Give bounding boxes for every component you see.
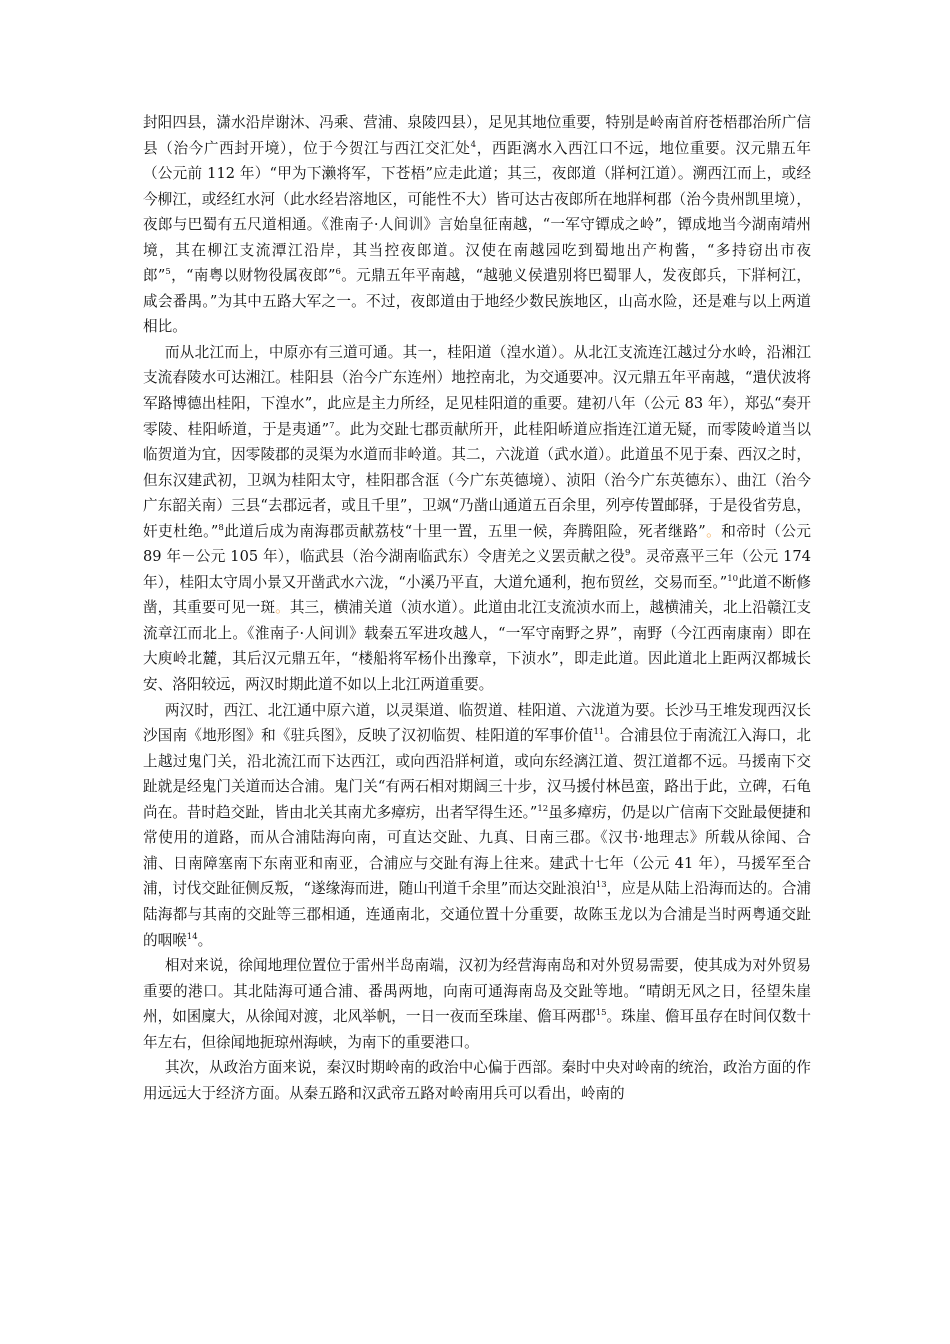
text-run: 虽多瘴疠，仍是以广信南下交趾最便捷和常使用的道路，而从合浦陆海向南，可直达交趾、九真、日南三郡。《汉书·地理志》所载从徐闻、合浦、日南障塞南下东南亚和南亚，合浦应与交趾有海上往来。建武十七年（公元 41 年），马援军至合浦，讨伐交趾征侧反叛，“遂缘海而进，随山刊道千余里”而达交趾浪泊 — [143, 803, 811, 898]
footnote-ref: 11 — [593, 727, 605, 738]
text-run: ，“南粤以财物役属夜郎” — [170, 267, 336, 285]
highlighted-punctuation: 。 — [275, 599, 290, 617]
text-run: 。合浦县位于南流江入海口，北上越过鬼门关，沿北流江而下达西江，或向西沿牂柯道，或向东经漓江道、贺江道都不远。马援南下交趾就是经鬼门关道而达合浦。鬼门关“有两石相对期阔三十步，汉马援付林邑蛮，路出于此，立碑，石龟尚在。昔时趋交趾，皆由北关其南尤多瘴疠，出者罕得生还。” — [143, 727, 811, 821]
footnote-ref: 5 — [165, 267, 171, 278]
footnote-ref: 10 — [727, 573, 739, 584]
footnote-ref: 9 — [625, 548, 631, 559]
footnote-ref: 15 — [595, 1008, 607, 1019]
footnote-ref: 7 — [329, 420, 335, 431]
paragraph — [143, 698, 811, 953]
text-run: 。珠崖、儋耳虽存在时间仅数十年左右，但徐闻地扼琼州海峡，为南下的重要港口。 — [143, 1008, 811, 1051]
footnote-ref: 14 — [186, 931, 198, 942]
text-run: 其次，从政治方面来说，秦汉时期岭南的政治中心偏于西部。秦时中央对岭南的统治，政治方面的作用远远大于经济方面。从秦五路和汉武帝五路对岭南用兵可以看出，岭南的 — [143, 1059, 811, 1102]
paragraph — [143, 953, 811, 1055]
text-run: 此道后成为南海郡贡献荔枝“十里一置，五里一候，奔腾阻险，死者继路” — [223, 522, 706, 540]
text-run: ，西距漓水入西江口不远，地位重要。汉元鼎五年（公元前 112 年）“甲为下濑将军，下苍梧”应走此道；其三，夜郎道（牂柯江道）。溯西江而上，或经今柳江，或经红水河（此水经岩溶地区，可能性不大）皆可达古夜郎所在地牂柯郡（治今贵州凯里境），夜郎与巴蜀有五尺道相通。《淮南子·人间训》言始皇征南越，“一军守镡成之岭”，镡成地当今湖南靖州境，其在柳江支流潭江沿岸，其当控夜郎道。汉使在南越园吃到蜀地出产枸酱，“多持窃出市夜郎” — [143, 139, 811, 285]
text-run: 而从北江而上，中原亦有三道可通。其一，桂阳道（湟水道）。从北江支流连江越过分水岭，沿湘江支流舂陵水可达湘江。桂阳县（治今广东连州）地控南北，为交通要冲。汉元鼎五年平南越，“遣伏波将军路博德出桂阳，下湟水”，此应是主力所经，足见桂阳道的重要。建初八年（公元 83 年），郑弘“奏开零陵、桂阳峤道，于是夷通” — [143, 343, 811, 438]
footnote-ref: 13 — [595, 880, 607, 891]
text-run: ，应是从陆上沿海而达的。合浦陆海都与其南的交趾等三郡相通，连通南北，交通位置十分重要，故陈玉龙以为合浦是当时两粤通交趾的咽喉 — [143, 880, 811, 949]
paragraph — [143, 340, 811, 698]
text-run: 。 — [197, 931, 213, 949]
text-run: 其三，横浦关道（浈水道）。此道由北江支流浈水而上，越横浦关，北上沿赣江支流章江而北上。《淮南子·人间训》载秦五军进攻越人，“一军守南野之界”，南野（今江西南康南）即在大庾岭北麓，其后汉元鼎五年，“楼船将军杨仆出豫章，下浈水”，即走此道。因此道北上距两汉都城长安、洛阳较远，两汉时期此道不如以上北江两道重要。 — [143, 599, 811, 694]
footnote-ref: 12 — [537, 803, 549, 814]
text-run: 此道不断修凿，其重要可见一斑 — [143, 573, 811, 617]
footnote-ref: 4 — [470, 139, 477, 150]
document-body — [143, 110, 811, 1106]
text-run: 两汉时，西江、北江通中原六道，以灵渠道、临贺道、桂阳道、六泷道为要。长沙马王堆发现西汉长沙国南《地形图》和《驻兵图》，反映了汉初临贺、桂阳道的军事价值 — [143, 701, 811, 745]
footnote-ref: 6 — [335, 267, 341, 278]
text-run: 。此为交趾七郡贡献所开，此桂阳峤道应指连江道无疑，而零陵岭道当以临贺道为宜，因零陵郡的灵渠为水道而非岭道。其二，六泷道（武水道）。此道虽不见于秦、西汉之时，但东汉建武初，卫飒为桂阳太守，桂阳郡含洭（今广东英德境）、浈阳（治今广东英德东）、曲江（治今广东韶关南）三县“去郡远者，或且千里”，卫飒“乃凿山通道五百余里，列亭传置邮驿，于是役省劳息，奸吏杜绝。” — [143, 420, 811, 540]
text-run: 和帝时（公元 89 年－公元 105 年），临武县（治今湖南临武东）令唐羌之义罢贡献之役 — [143, 522, 811, 566]
highlighted-punctuation: 。 — [705, 522, 722, 540]
text-run: 。元鼎五年平南越，“越驰义侯遣别将巴蜀罪人，发夜郎兵，下牂柯江，咸会番禺。”为其中五路大军之一。不过，夜郎道由于地经少数民族地区，山高水险，还是难与以上两道相比。 — [143, 267, 811, 336]
text-run: 。灵帝熹平三年（公元 174 年），桂阳太守周小景又开凿武水六泷，“小溪乃平直，大道允通利，抱布贸丝，交易而至。” — [143, 548, 812, 591]
paragraph — [143, 1055, 811, 1106]
footnote-ref: 8 — [218, 522, 224, 533]
text-run: 封阳四县，潇水沿岸谢沐、冯乘、营浦、泉陵四县），足见其地位重要，特别是岭南首府苍梧郡治所广信县（治今广西封开境），位于今贺江与西江交汇处 — [143, 114, 811, 157]
paragraph — [143, 110, 811, 340]
text-run: 相对来说，徐闻地理位置位于雷州半岛南端，汉初为经营海南岛和对外贸易需要，使其成为对外贸易重要的港口。其北陆海可通合浦、番禺两地，向南可通海南岛及交趾等地。“晴朗无风之日，径望朱崖州，如囷廩大，从徐闻对渡，北风举帆，一日一夜而至珠崖、儋耳两郡 — [143, 957, 811, 1026]
